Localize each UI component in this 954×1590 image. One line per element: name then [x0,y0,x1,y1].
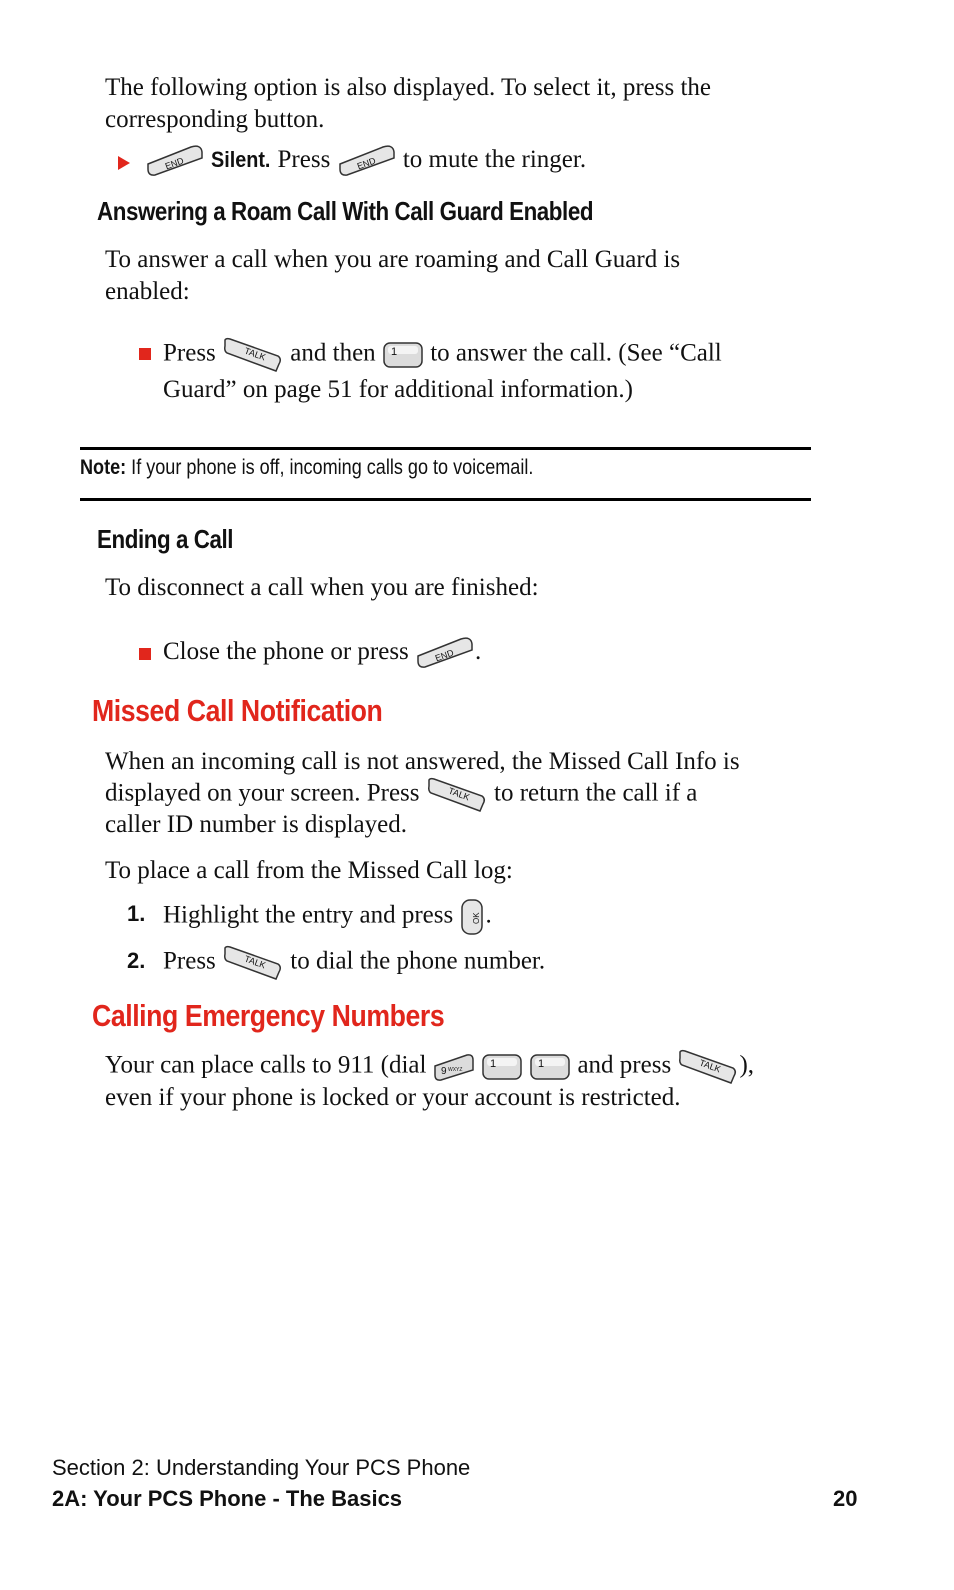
svg-text:END: END [355,155,377,172]
svg-text:TALK: TALK [698,1057,723,1075]
ending-heading: Ending a Call [97,524,234,554]
svg-text:TALK: TALK [243,345,268,363]
note-top-rule [80,447,811,450]
step-2-press: Press [163,947,216,975]
emergency-line-1-c: ), [739,1051,755,1079]
emergency-line-1-a: Your can place calls to 911 (dial [105,1051,427,1079]
step-2 [163,944,545,982]
note-text: If your phone is off, incoming calls go to voicemail. [131,456,534,479]
emergency-line-1-b: and press [577,1051,672,1079]
missed-line-2-a: displayed on your screen. Press [105,779,420,807]
square-bullet-icon [139,348,151,360]
svg-text:TALK: TALK [446,785,471,803]
ending-line-1: To disconnect a call when you are finished: [105,574,539,601]
intro-line-2: corresponding button. [105,106,325,133]
one-key-icon [529,1052,571,1082]
roam-line-1: To answer a call when you are roaming and Call Guard is [105,246,681,273]
page-number: 20 [833,1486,858,1511]
step-1-number: 1. [127,901,146,926]
emergency-line-1 [105,1048,754,1086]
square-bullet-icon [139,648,151,660]
note [80,456,533,480]
intro-line-1: The following option is also displayed. To select it, press the [105,74,712,101]
roam-bullet-and-then: and then [290,339,376,367]
svg-text:END: END [433,647,456,664]
roam-line-2: enabled: [105,278,190,305]
note-bottom-rule [80,498,811,501]
silent-press-text: Press [277,146,331,173]
svg-text:1: 1 [489,1058,497,1070]
svg-text:OK: OK [472,912,482,924]
talk-key-icon [677,1048,739,1086]
ending-bullet-period: . [475,638,482,665]
one-key-icon [481,1052,523,1082]
silent-option [145,144,586,178]
ending-bullet [163,636,481,670]
end-key-icon [415,636,475,670]
roam-bullet-answer: to answer the call. (See “Call [430,339,722,367]
missed-line-3: caller ID number is displayed. [105,811,407,838]
missed-line-2-b: to return the call if a [494,779,698,807]
nine-key-icon [433,1052,475,1082]
step-1-period: . [485,901,492,929]
roam-bullet-press: Press [163,339,216,367]
silent-label: Silent. [211,147,271,172]
emergency-line-2: even if your phone is locked or your account is restricted. [105,1084,681,1111]
footer-section: Section 2: Understanding Your PCS Phone [52,1455,471,1480]
svg-text:END: END [163,155,186,172]
roam-heading: Answering a Roam Call With Call Guard Enabled [97,196,594,226]
missed-line-1: When an incoming call is not answered, the Missed Call Info is [105,748,740,775]
step-2-text: to dial the phone number. [290,947,546,975]
ok-key-icon [459,898,485,936]
missed-log-intro: To place a call from the Missed Call log: [105,857,513,884]
footer-chapter: 2A: Your PCS Phone - The Basics [52,1486,403,1511]
talk-key-icon [222,944,284,982]
roam-bullet-line-2: Guard” on page 51 for additional information.) [163,376,633,403]
end-key-icon [337,144,397,178]
arrow-bullet-icon [118,156,130,170]
end-key-icon [145,144,205,178]
silent-mute-text: to mute the ringer. [402,146,587,173]
roam-bullet [163,336,722,374]
step-2-number: 2. [127,948,146,973]
svg-text:TALK: TALK [243,953,268,971]
one-key-icon [382,340,424,370]
note-label: Note: [80,456,127,479]
step-1 [163,898,492,936]
svg-text:WXYZ: WXYZ [447,1067,463,1073]
talk-key-icon [222,336,284,374]
step-1-text: Highlight the entry and press [163,901,454,929]
emergency-heading: Calling Emergency Numbers [92,998,445,1033]
svg-text:1: 1 [538,1058,545,1070]
talk-key-icon [426,776,488,814]
ending-bullet-text: Close the phone or press [163,638,409,665]
svg-text:1: 1 [390,346,398,358]
svg-text:9: 9 [440,1066,447,1077]
missed-heading: Missed Call Notification [92,693,383,728]
